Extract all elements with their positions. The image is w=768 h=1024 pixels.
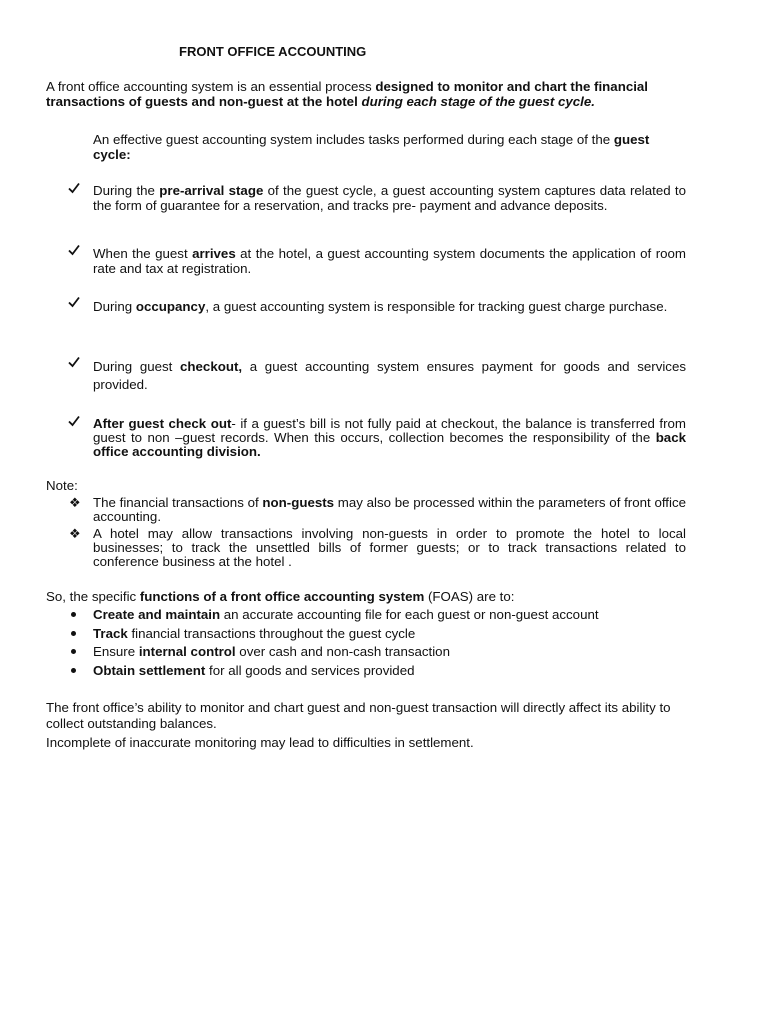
item-text: During [93,299,136,314]
diamond-bullet-icon: ❖ [69,526,81,541]
item-text: - if a guest’s bill is not fully paid at checkout, the balance is transferred from guest to non –guest records. When this occurs, collection becomes the responsibility of the [93,416,687,445]
item-text: During the [93,183,160,198]
bullet-icon [71,612,76,617]
bullet-icon [71,668,76,673]
item-text: of the guest cycle, a guest accounting system captures data related to the form of guarantee for a reservation, and tracks pre- payment and advance deposits. [93,183,686,213]
closing-line: Incomplete of inaccurate monitoring may lead to difficulties in settlement. [46,735,474,750]
note-item [93,496,686,524]
checkmark-icon [68,182,82,196]
bullet-icon [71,649,76,654]
function-text: over cash and non-cash transaction [235,644,450,659]
item-bold: back office accounting division. [93,430,686,459]
item-text: at the hotel, a guest accounting system documents the application of room rate and tax at registration. [93,246,686,276]
function-bold: Create and maintain [93,607,221,622]
function-bold: internal control [138,644,236,659]
function-item [93,663,415,678]
function-text: for all goods and services provided [205,663,415,678]
note-text: A hotel may allow transactions involving non-guests in order to promote the hotel to local businesses; to track the unsettled bills of former guests; or to track transactions related to conference business at the hotel . [93,526,686,569]
item-bold: pre-arrival stage [159,183,264,198]
note-text: The financial transactions of [93,495,263,510]
function-text: financial transactions throughout the guest cycle [127,626,416,641]
item-text: When the guest [93,246,193,261]
function-item [93,626,415,641]
intro-italic: during each stage of the guest cycle. [361,94,595,109]
item-text: , a guest accounting system is responsible for tracking guest charge purchase. [205,299,668,314]
intro-bold: designed to monitor and chart the financial transactions of guests and non-guest at the hotel [46,79,649,109]
function-bold: Track [93,626,128,641]
item-text: During guest [93,359,181,374]
note-bold: non-guests [262,495,335,510]
item-bold: After guest check out [93,416,232,431]
bullet-icon [71,631,76,636]
check-item-arrives [93,246,686,276]
function-text: an accurate accounting file for each guest or non-guest account [220,607,599,622]
check-item-after-checkout [93,417,686,459]
note-label: Note: [46,478,78,493]
functions-intro-text: So, the specific [46,589,140,604]
function-item [93,644,450,659]
item-text: a guest accounting system ensures payment for goods and services provided. [93,359,686,392]
functions-intro-text: (FOAS) are to: [424,589,515,604]
checkmark-icon [68,415,82,429]
note-text: may also be processed within the parameters of front office accounting. [93,495,686,524]
function-item [93,607,599,622]
function-text: Ensure [93,644,139,659]
check-item-prearrival [93,183,686,213]
lead-bold: guest cycle: [93,132,650,162]
checkmark-icon [68,244,82,258]
note-item [93,527,686,569]
lead-text: An effective guest accounting system includes tasks performed during each stage of the [93,132,614,147]
functions-intro [46,589,514,604]
function-bold: Obtain settlement [93,663,206,678]
closing-paragraph: The front office’s ability to monitor and chart guest and non-guest transaction will directly affect its ability to collect outstanding balances. [46,700,671,731]
functions-intro-bold: functions of a front office accounting system [139,589,425,604]
lead-paragraph [93,132,686,162]
check-item-checkout [93,358,686,394]
page-title: FRONT OFFICE ACCOUNTING [179,44,367,59]
diamond-bullet-icon: ❖ [69,495,81,510]
item-bold: checkout, [180,359,243,374]
intro-paragraph [46,79,686,109]
intro-text: A front office accounting system is an essential process [46,79,376,94]
checkmark-icon [68,356,82,370]
item-bold: occupancy [135,299,206,314]
check-item-occupancy [93,298,686,316]
checkmark-icon [68,296,82,310]
item-bold: arrives [192,246,236,261]
